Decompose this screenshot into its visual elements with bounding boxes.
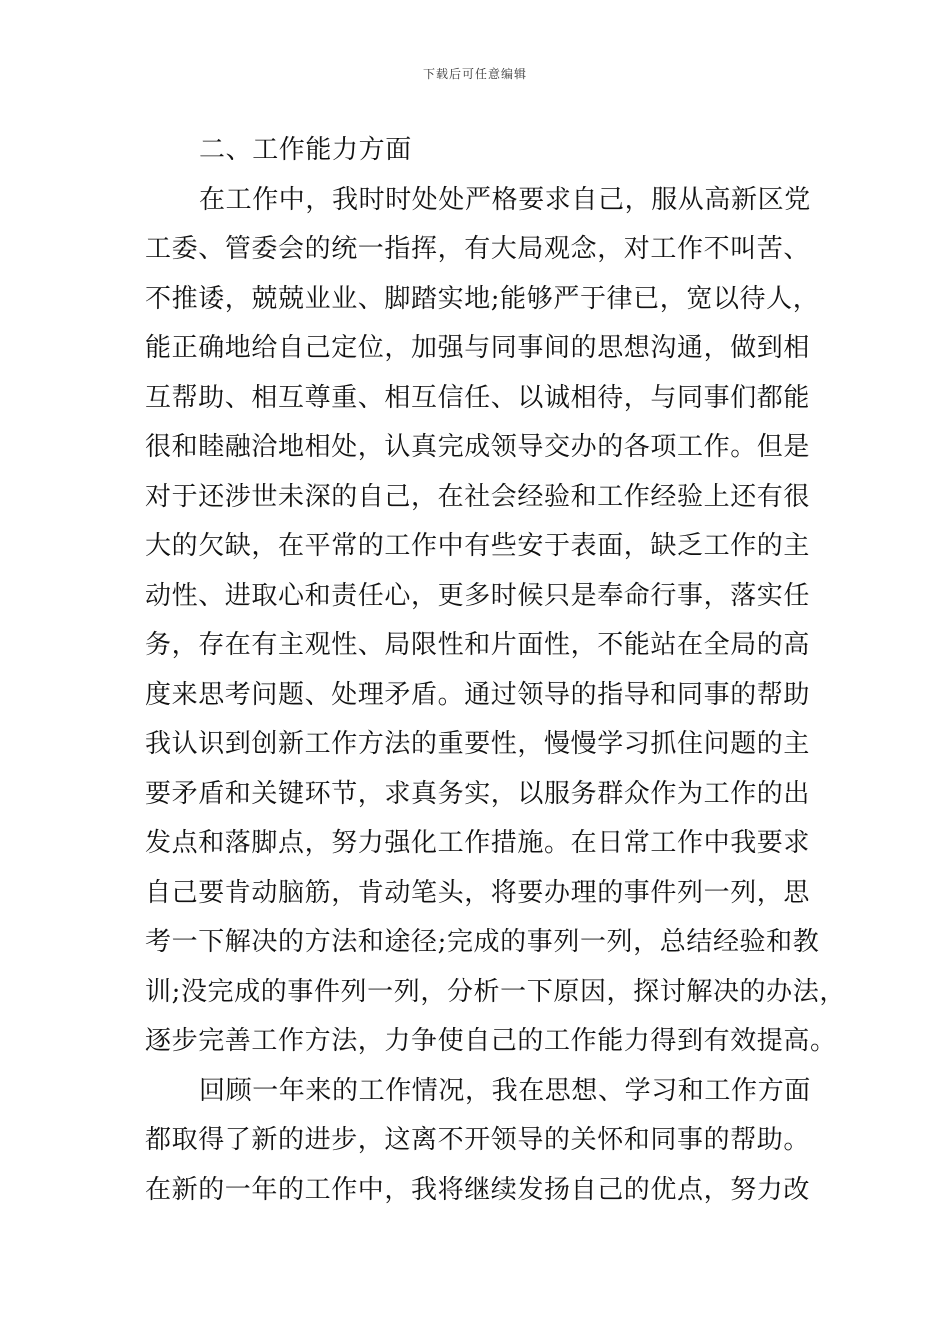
paragraph-line: 工委、管委会的统一指挥，有大局观念，对工作不叫苦、 <box>145 234 811 264</box>
paragraph-line: 我认识到创新工作方法的重要性，慢慢学习抓住问题的主 <box>145 729 811 759</box>
paragraph-line: 考一下解决的方法和途径;完成的事列一列，总结经验和教 <box>145 927 820 957</box>
section-heading: 二、工作能力方面 <box>199 135 412 165</box>
paragraph-line: 大的欠缺，在平常的工作中有些安于表面，缺乏工作的主 <box>145 531 811 561</box>
paragraph-line: 逐步完善工作方法，力争使自己的工作能力得到有效提高。 <box>145 1026 837 1056</box>
paragraph-line: 在新的一年的工作中，我将继续发扬自己的优点，努力改 <box>145 1174 811 1205</box>
paragraph-line: 度来思考问题、处理矛盾。通过领导的指导和同事的帮助 <box>145 679 811 710</box>
paragraph-line: 自己要肯动脑筋，肯动笔头，将要办理的事件列一列，思 <box>145 877 811 908</box>
paragraph-line: 在工作中，我时时处处严格要求自己，服从高新区党 <box>199 184 811 215</box>
paragraph-line: 能正确地给自己定位，加强与同事间的思想沟通，做到相 <box>145 333 811 363</box>
paragraph-line: 发点和落脚点，努力强化工作措施。在日常工作中我要求 <box>145 828 811 858</box>
paragraph-line: 回顾一年来的工作情况，我在思想、学习和工作方面 <box>199 1075 811 1106</box>
paragraph-line: 很和睦融洽地相处，认真完成领导交办的各项工作。但是 <box>145 432 811 462</box>
document-body <box>145 126 846 1215</box>
paragraph-line: 训;没完成的事件列一列，分析一下原因，探讨解决的办法， <box>145 976 846 1007</box>
paragraph-line: 互帮助、相互尊重、相互信任、以诚相待，与同事们都能 <box>145 382 811 413</box>
paragraph-line: 动性、进取心和责任心，更多时候只是奉命行事，落实任 <box>145 580 811 611</box>
paragraph-line: 都取得了新的进步，这离不开领导的关怀和同事的帮助。 <box>145 1125 811 1155</box>
paragraph-line: 务，存在有主观性、局限性和片面性，不能站在全局的高 <box>145 630 811 660</box>
paragraph-line: 不推诿，兢兢业业、脚踏实地;能够严于律已，宽以待人， <box>145 283 820 314</box>
paragraph-line: 要矛盾和关键环节，求真务实，以服务群众作为工作的出 <box>145 778 811 809</box>
header-note: 下载后可任意编辑 <box>422 67 527 81</box>
paragraph-line: 对于还涉世未深的自己，在社会经验和工作经验上还有很 <box>145 481 811 512</box>
